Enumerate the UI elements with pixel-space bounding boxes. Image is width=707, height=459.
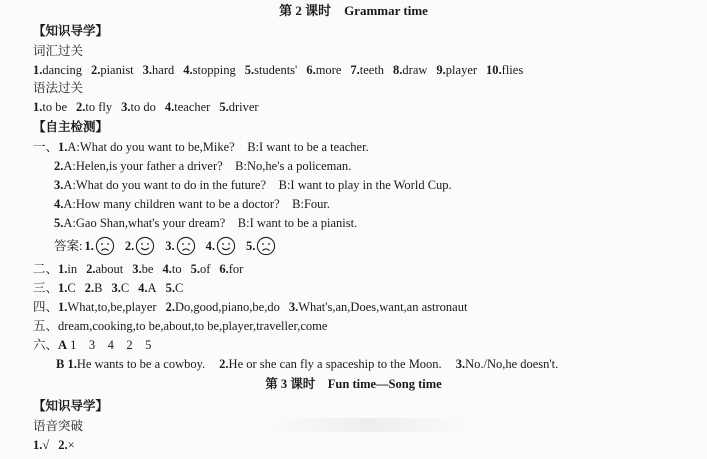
question-two-item-number: 1. [58, 262, 68, 276]
grammar-item-number: 2. [76, 100, 86, 114]
question-one-number: 1. [58, 140, 68, 154]
question-one-text: A:Gao Shan,what's your dream? B:I want to be a pianist. [63, 216, 358, 230]
grammar-item-text: driver [228, 100, 259, 114]
question-three-answers [33, 280, 183, 296]
question-two-item-number: 6. [219, 262, 229, 276]
phonics-item-number: 1. [33, 438, 43, 452]
vocab-item-number: 10. [486, 63, 502, 77]
question-four-item-text: What,to,be,player [67, 300, 157, 314]
question-one-line [54, 177, 452, 193]
vocab-item-number: 5. [244, 63, 255, 77]
question-six-a-text: 1 3 4 2 5 [70, 338, 152, 352]
grammar-item-text: to fly [85, 100, 113, 114]
question-three-item-text: C [174, 281, 184, 295]
grammar-item-number: 1. [33, 100, 43, 114]
question-two-item-number: 4. [162, 262, 172, 276]
question-three-item-number: 4. [138, 281, 148, 295]
question-four-item-text: Do,good,piano,be,do [174, 300, 280, 314]
question-three-item-text: A [147, 281, 157, 295]
question-two-item-text: be [141, 262, 154, 276]
question-three-item-number: 3. [111, 281, 121, 295]
question-six-b-item-number: 3. [455, 357, 466, 371]
question-four-item-number: 3. [288, 300, 299, 314]
question-three-item-text: B [94, 281, 103, 295]
question-three-item-number: 5. [165, 281, 175, 295]
question-one-number: 3. [54, 178, 64, 192]
grammar-item-text: to be [42, 100, 68, 114]
question-four-item-text: What's,an,Does,want,an astronaut [298, 300, 468, 314]
question-four-answers [33, 299, 467, 315]
section-check-heading: 【自主检测】 [33, 120, 109, 134]
question-two-item-text: in [67, 262, 78, 276]
question-six-a-answers [33, 337, 151, 353]
question-four-prefix: 四、 [33, 300, 59, 314]
question-three-item-text: C [120, 281, 130, 295]
question-two-answers [33, 261, 243, 277]
question-one-number: 2. [54, 159, 64, 173]
question-five-answers [33, 318, 327, 334]
vocab-item-text: dancing [42, 63, 82, 77]
grammar-answers [33, 99, 259, 115]
grammar-item-number: 3. [121, 100, 131, 114]
phonics-answers [33, 437, 75, 453]
face-answer [125, 236, 155, 256]
sad-face-icon [95, 236, 115, 256]
sad-face-icon [256, 236, 276, 256]
lesson3-guide-heading: 【知识导学】 [33, 399, 109, 413]
question-one-line [33, 139, 369, 155]
vocab-item-text: flies [501, 63, 524, 77]
question-three-prefix: 三、 [33, 281, 59, 295]
question-six-b-answers [56, 356, 558, 372]
question-one-line [54, 196, 330, 212]
vocab-item-text: students' [254, 63, 298, 77]
face-answer [84, 236, 114, 256]
question-two-item-number: 2. [86, 262, 96, 276]
question-one-prefix: 一、 [33, 140, 59, 154]
vocab-item-text: stopping [192, 63, 236, 77]
question-five-text: dream,cooking,to be,about,to be,player,traveller,come [58, 319, 328, 333]
question-two-item-text: of [199, 262, 211, 276]
question-six-b-item-text: He or she can fly a spaceship to the Moon. [228, 357, 442, 371]
face-number: 5. [245, 239, 256, 253]
lesson2-title: 第 2 课时 Grammar time [279, 3, 428, 18]
answer-label: 答案: [54, 239, 83, 253]
phonics-item-text: √ [42, 438, 50, 452]
vocab-item-number: 6. [306, 63, 316, 77]
smiley-face-icon [135, 236, 155, 256]
face-number: 1. [84, 239, 94, 253]
face-answer [206, 236, 236, 256]
vocab-item-number: 2. [90, 63, 101, 77]
vocab-heading: 词汇过关 [33, 44, 84, 58]
question-four-item-number: 1. [58, 300, 68, 314]
grammar-item-text: teacher [174, 100, 211, 114]
question-six-a-label: A [58, 338, 68, 352]
question-six-b-label: B [56, 357, 65, 371]
question-two-item-text: to [171, 262, 182, 276]
face-number: 4. [205, 239, 215, 253]
question-one-text: A:What do you want to do in the future? B:I want to play in the World Cup. [63, 178, 452, 192]
question-four-item-number: 2. [165, 300, 175, 314]
grammar-item-text: to do [130, 100, 156, 114]
answer-faces-row [54, 236, 284, 256]
phonics-heading: 语音突破 [33, 419, 84, 433]
question-one-number: 4. [54, 197, 64, 211]
question-six-b-item-number: 1. [67, 357, 77, 371]
vocab-item-number: 7. [350, 63, 360, 77]
vocab-item-number: 9. [436, 63, 446, 77]
phonics-item-number: 2. [58, 438, 68, 452]
vocab-answers [33, 62, 523, 78]
grammar-heading: 语法过关 [33, 81, 84, 95]
vocab-item-number: 1. [33, 63, 43, 77]
question-six-b-item-text: He wants to be a cowboy. [76, 357, 206, 371]
question-one-number: 5. [54, 216, 64, 230]
question-five-prefix: 五、 [33, 319, 59, 333]
question-three-item-text: C [67, 281, 76, 295]
question-one-text: A:How many children want to be a doctor? B:Four. [63, 197, 330, 211]
question-one-text: A:What do you want to be,Mike? B:I want to be a teacher. [67, 140, 369, 154]
question-two-item-number: 5. [190, 262, 200, 276]
vocab-item-text: teeth [359, 63, 385, 77]
question-six-b-item-number: 2. [219, 357, 229, 371]
face-answer [246, 236, 276, 256]
grammar-item-number: 4. [164, 100, 175, 114]
question-one-text: A:Helen,is your father a driver? B:No,he's a policeman. [63, 159, 352, 173]
question-three-item-number: 2. [84, 281, 95, 295]
question-two-item-text: for [228, 262, 244, 276]
phonics-item-text: × [67, 438, 75, 452]
face-answer [165, 236, 195, 256]
vocab-item-text: hard [152, 63, 175, 77]
question-two-item-text: about [95, 262, 124, 276]
question-three-item-number: 1. [58, 281, 68, 295]
vocab-item-number: 4. [183, 63, 193, 77]
grammar-item-number: 5. [219, 100, 229, 114]
vocab-item-number: 8. [393, 63, 403, 77]
question-one-line [54, 215, 357, 231]
sad-face-icon [176, 236, 196, 256]
section-guide-heading: 【知识导学】 [33, 24, 109, 38]
vocab-item-text: more [315, 63, 342, 77]
question-six-b-item-text: No./No,he doesn't. [465, 357, 559, 371]
page-smudge [270, 418, 470, 432]
vocab-item-number: 3. [142, 63, 153, 77]
vocab-item-text: pianist [100, 63, 134, 77]
question-six-prefix: 六、 [33, 338, 59, 352]
question-one-line [54, 158, 351, 174]
smiley-face-icon [216, 236, 236, 256]
face-number: 3. [165, 239, 175, 253]
question-two-prefix: 二、 [33, 262, 59, 276]
vocab-item-text: draw [402, 63, 428, 77]
vocab-item-text: player [445, 63, 478, 77]
lesson3-title: 第 3 课时 Fun time—Song time [265, 377, 442, 391]
face-number: 2. [124, 239, 135, 253]
question-two-item-number: 3. [132, 262, 142, 276]
